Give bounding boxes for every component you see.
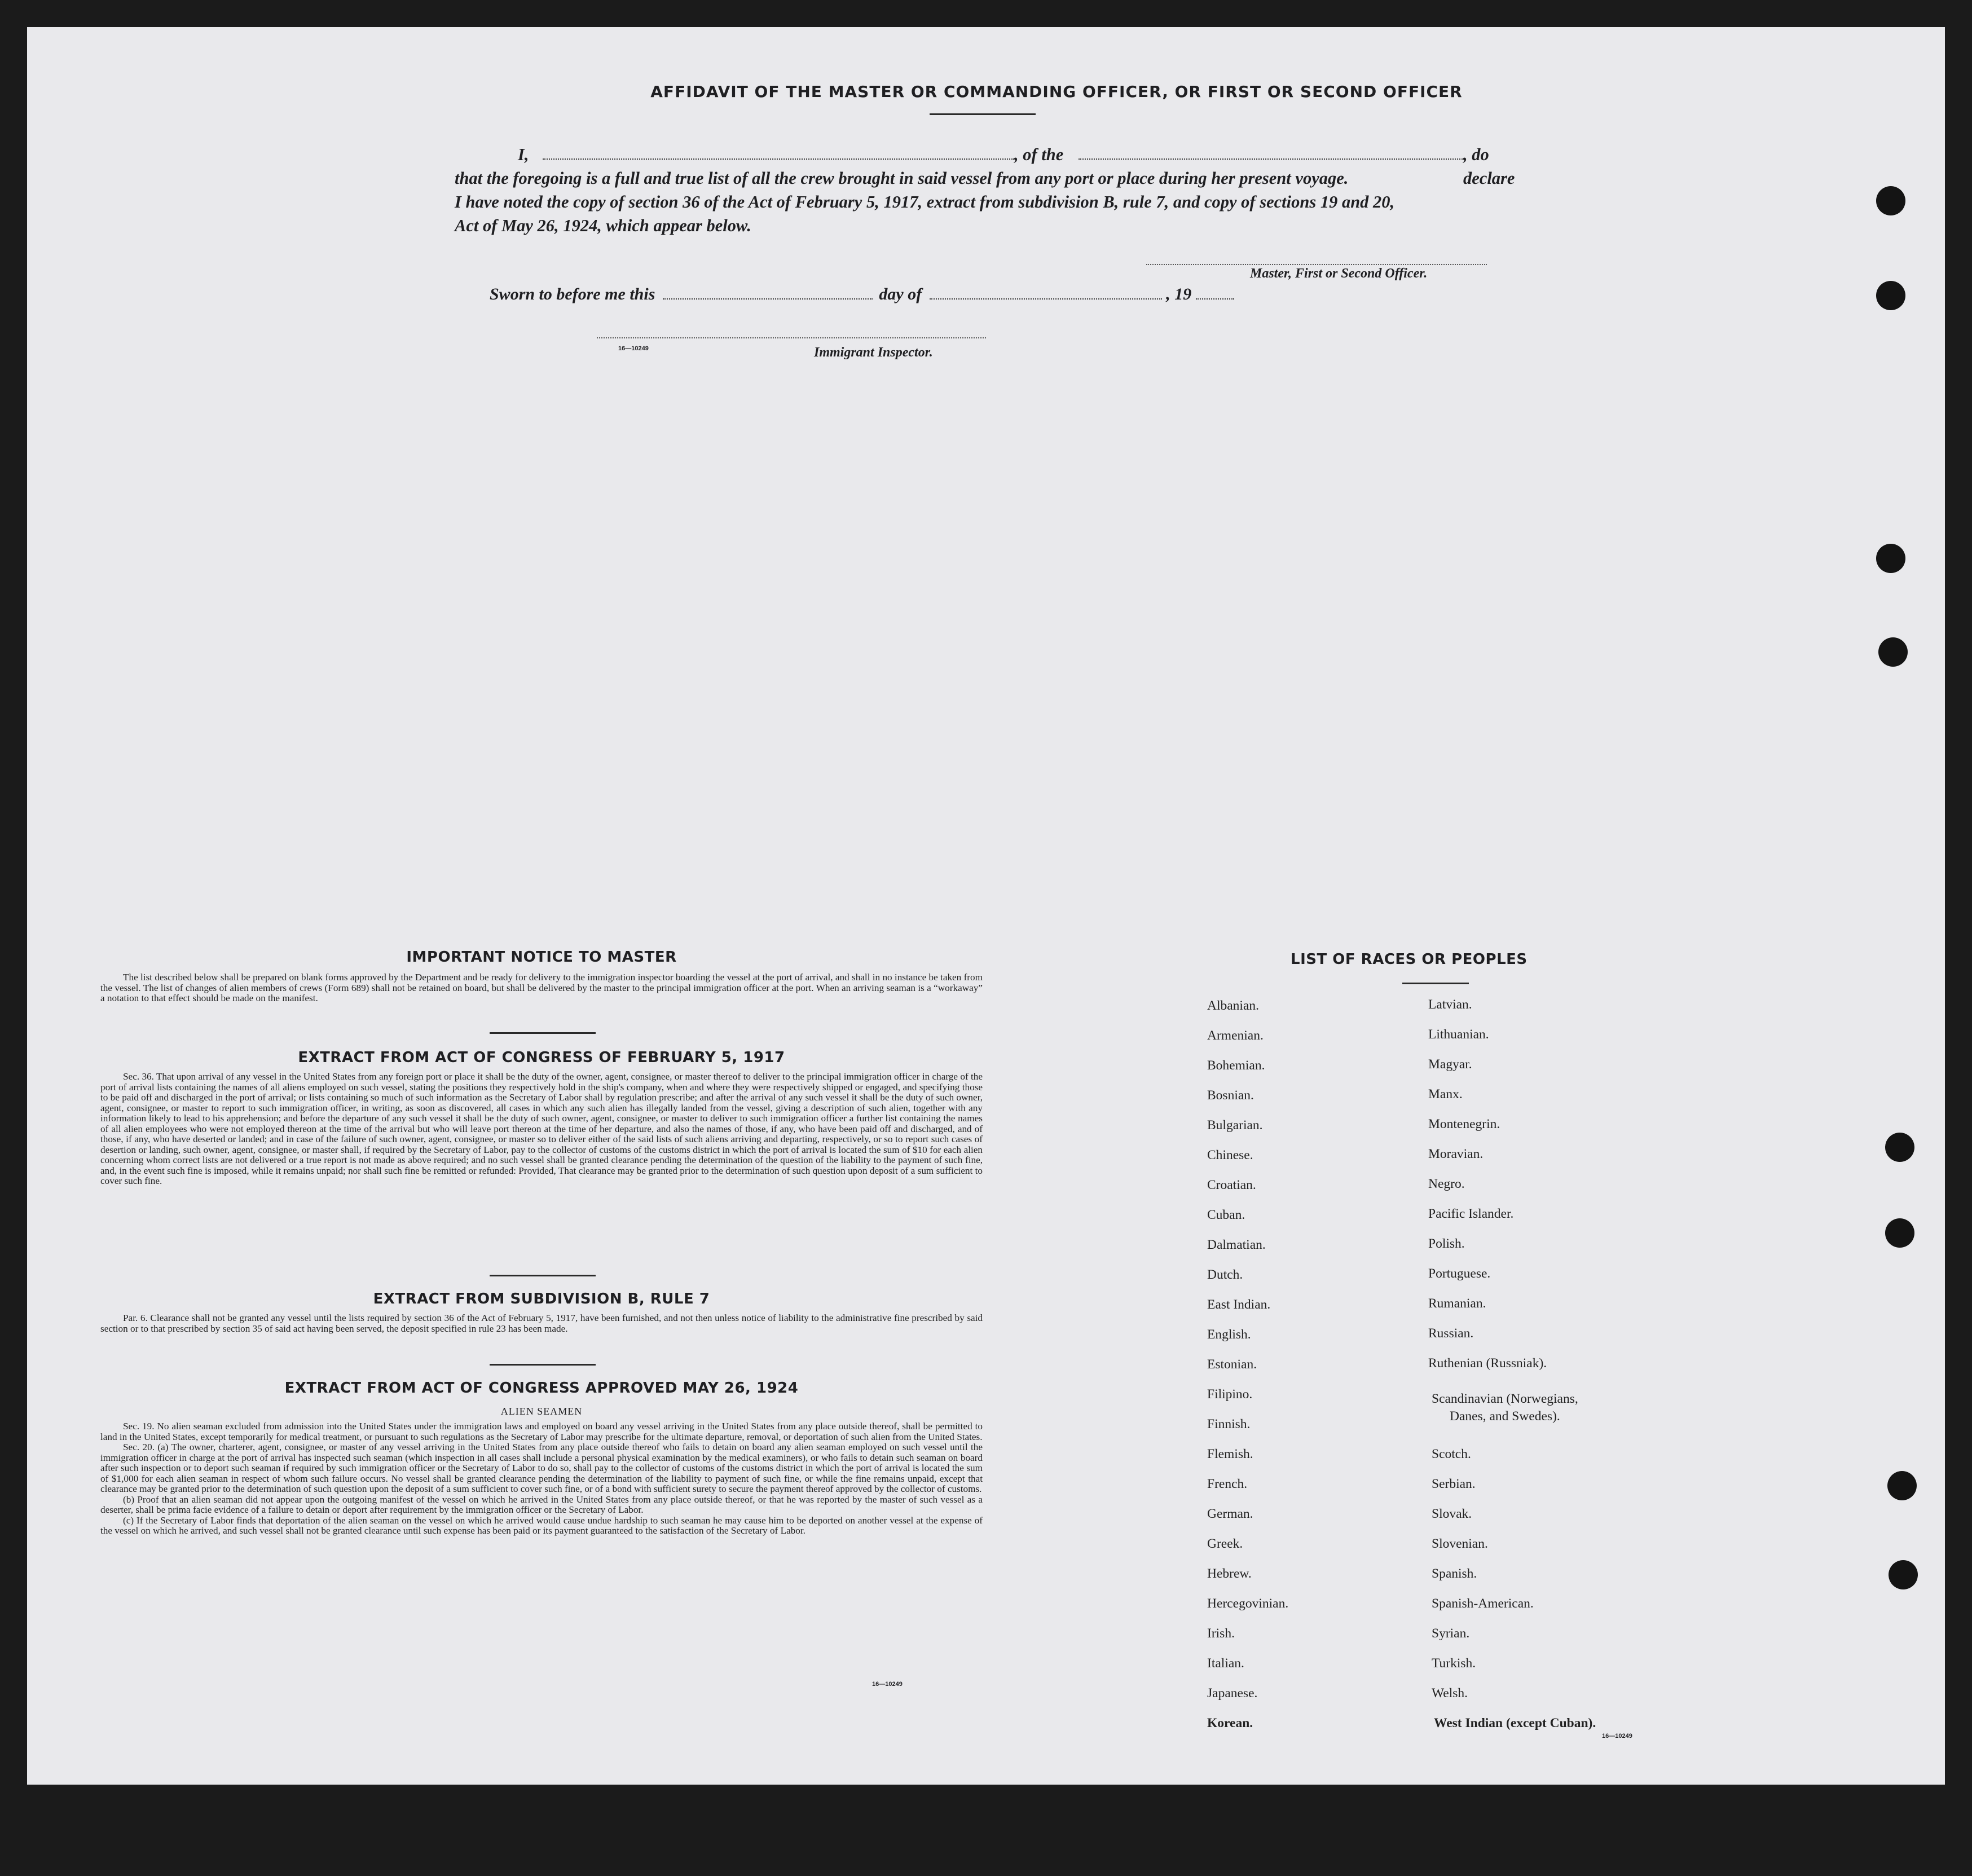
race-right-item: Moravian.: [1428, 1147, 1484, 1161]
race-right-item: Lithuanian.: [1428, 1027, 1489, 1042]
master-signature-field[interactable]: [1146, 264, 1487, 265]
race-right-item: Slovenian.: [1432, 1536, 1488, 1551]
race-right-item: Magyar.: [1428, 1057, 1472, 1072]
extract-1917-divider: [490, 1275, 596, 1276]
race-left-item: Dutch.: [1207, 1267, 1243, 1282]
race-right-item: Danes, and Swedes).: [1450, 1409, 1560, 1424]
race-left-item: Irish.: [1207, 1626, 1235, 1641]
race-right-item: Ruthenian (Russniak).: [1428, 1356, 1547, 1371]
master-signature-label: Master, First or Second Officer.: [1250, 266, 1428, 281]
punch-hole: [1889, 1560, 1918, 1589]
race-right-item: Slovak.: [1432, 1507, 1472, 1521]
form-number-left: 16—10249: [872, 1681, 903, 1688]
sworn-year-field[interactable]: [1196, 286, 1234, 300]
race-left-item: English.: [1207, 1327, 1251, 1342]
race-left-item: Estonian.: [1207, 1357, 1257, 1372]
race-left-item: Italian.: [1207, 1656, 1244, 1671]
inspector-signature-field[interactable]: [597, 337, 986, 338]
race-left-item: Japanese.: [1207, 1686, 1258, 1701]
race-left-item: Korean.: [1207, 1716, 1253, 1730]
race-left-item: Cuban.: [1207, 1208, 1245, 1222]
race-right-item: Pacific Islander.: [1428, 1206, 1514, 1221]
rule-7-title: EXTRACT FROM SUBDIVISION B, RULE 7: [373, 1291, 710, 1307]
affidavit-line-3: I have noted the copy of section 36 of the Act of February 5, 1917, extract from subdivision B, rule 7, and copy of sections 19 and 20,: [455, 192, 1395, 212]
race-left-item: East Indian.: [1207, 1297, 1271, 1312]
affidavit-title: AFFIDAVIT OF THE MASTER OR COMMANDING OFFICER, OR FIRST OR SECOND OFFICER: [650, 82, 1463, 101]
punch-hole: [1885, 1218, 1914, 1248]
race-right-item: Latvian.: [1428, 997, 1472, 1012]
race-right-item: Scandinavian (Norwegians,: [1432, 1391, 1578, 1406]
inspector-signature-label: Immigrant Inspector.: [814, 345, 933, 360]
race-left-item: Chinese.: [1207, 1148, 1253, 1162]
alien-seamen-subtitle: ALIEN SEAMEN: [500, 1406, 583, 1417]
section-36-paragraph: Sec. 36. That upon arrival of any vessel in the United States from any foreign port or place it shall be the duty of the owner, agent, consignee, or master thereof to deliver to the principal immigration officer in charge of the port of arrival lists containing the names of all aliens employed on such vessel, stating the positions they respectively hold in the ship's company, when and where they were respectively shipped or engaged, and specifying those to be paid off and discharged in the port of arrival; or lists containing so much of such information as the Secretary of Labor shall by regulation prescribe; and after the arrival of any such vessel it shall be the duty of such owner, agent, consignee, or master to report to such immigration officer, in writing, as soon as discovered, all cases in which any such alien has illegally landed from the vessel, giving a description of such alien, together with any information likely to lead to his apprehension; and before the departure of any such vessel it shall be the duty of such owner, agent, consignee, or master to deliver to such immigration officer a further list containing the names of all alien employees who were not employed thereon at the time of the arrival but who will leave port thereon at the time of her departure, and also the names of those, if any, who have been paid off and discharged, and of those, if any, who have deserted or landed; and in case of the failure of such owner, agent, consignee, or master so to deliver either of the said lists of such aliens arriving and departing, respectively, or so to report such cases of desertion or landing, such owner, agent, consignee, or master shall, if required by the Secretary of Labor, pay to the collector of customs of the customs district in which the port of arrival is located the sum of $10 for each alien concerning whom correct lists are not delivered or a true report is not made as above required; and no such vessel shall be granted clearance pending the determination of the question of the liability to the payment of such fine, and, in the event such fine is imposed, while it remains unpaid; nor shall such fine be remitted or refunded: Provided, That clearance may be granted prior to the determination of such question upon deposit of a sum sufficient to cover such fine.: [100, 1071, 983, 1186]
race-right-item: Montenegrin.: [1428, 1117, 1500, 1131]
race-right-item: Manx.: [1428, 1087, 1463, 1102]
rule-7-paragraph: Par. 6. Clearance shall not be granted any vessel until the lists required by section 36 of the Act of February 5, 1917, have been furnished, and not then unless notice of liability to the administrative fine prescribed by said section or to that prescribed by section 35 of said act having been served, the deposit specified in rule 23 has been made.: [100, 1313, 983, 1334]
affidavit-do-declare: , do declare: [1463, 145, 1515, 188]
notice-title: IMPORTANT NOTICE TO MASTER: [406, 949, 677, 966]
section-20a-paragraph: Sec. 20. (a) The owner, charterer, agent, consignee, or master of any vessel arriving in the United States from any place outside thereof who fails to detain on board any alien seaman employed on such vessel until the immigration officer in charge at the port of arrival has inspected such seaman (which inspection in all cases shall include a personal physical examination by the medical examiners), or who fails to detain such seaman on board after such inspection or to deport such seaman if required by such immigration officer or the Secretary of Labor to do so, shall pay to the collector of customs of the customs district in which the port of arrival is located the sum of $1,000 for each alien seaman in respect of whom such failure occurs. No vessel shall be granted clearance pending the determination of the liability to payment of such fine, or while the fine remains unpaid, except that clearance may be granted prior to the determination of such question upon the deposit of a sum sufficient to cover such fine, or of a bond with sufficient surety to secure the payment thereof approved by the collector of customs.: [100, 1442, 983, 1494]
form-page: [27, 27, 1945, 1785]
race-left-item: Albanian.: [1207, 998, 1260, 1013]
race-right-item: Spanish-American.: [1432, 1596, 1534, 1611]
race-right-item: Negro.: [1428, 1177, 1465, 1191]
race-right-item: Russian.: [1428, 1326, 1474, 1341]
form-number-top: 16—10249: [618, 345, 649, 352]
sworn-date-field[interactable]: [663, 286, 873, 300]
race-right-item: Turkish.: [1432, 1656, 1476, 1671]
race-right-item: Polish.: [1428, 1236, 1465, 1251]
sworn-label: Sworn to before me this: [490, 285, 655, 303]
race-left-item: Armenian.: [1207, 1028, 1264, 1043]
race-right-item: Scotch.: [1432, 1447, 1471, 1461]
race-left-item: Filipino.: [1207, 1387, 1253, 1402]
punch-hole: [1876, 544, 1905, 573]
extract-1924-title: EXTRACT FROM ACT OF CONGRESS APPROVED MAY 26, 1924: [284, 1380, 799, 1397]
rule-7-text: [100, 1313, 983, 1334]
extract-1917-text: [100, 1072, 983, 1187]
punch-hole: [1887, 1471, 1917, 1500]
rule-7-divider: [490, 1364, 596, 1366]
race-right-item: West Indian (except Cuban).: [1434, 1716, 1596, 1730]
race-right-item: Syrian.: [1432, 1626, 1470, 1641]
race-left-item: Bohemian.: [1207, 1058, 1265, 1073]
section-19-paragraph: Sec. 19. No alien seaman excluded from admission into the United States under the immigration laws and employed on board any vessel arriving in the United States from any place outside thereof, shall be permitted to land in the United States, except temporarily for medical treatment, or pursuant to such regulations as the Secretary of Labor may prescribe for the ultimate departure, removal, or deportation of such alien from the United States.: [100, 1421, 983, 1442]
race-left-item: Hebrew.: [1207, 1566, 1252, 1581]
race-left-item: German.: [1207, 1507, 1253, 1521]
extract-1917-title: EXTRACT FROM ACT OF CONGRESS OF FEBRUARY 5, 1917: [298, 1049, 785, 1066]
sworn-month-field[interactable]: [930, 286, 1162, 300]
race-right-item: Serbian.: [1432, 1477, 1476, 1491]
master-name-field[interactable]: [543, 146, 1014, 160]
extract-1924-text: [100, 1421, 983, 1536]
race-left-item: Dalmatian.: [1207, 1238, 1266, 1252]
race-right-item: Portuguese.: [1428, 1266, 1491, 1281]
form-number-right: 16—10249: [1602, 1733, 1632, 1740]
race-left-item: Hercegovinian.: [1207, 1596, 1289, 1611]
race-right-item: Spanish.: [1432, 1566, 1477, 1581]
race-right-item: Rumanian.: [1428, 1296, 1486, 1311]
punch-hole: [1876, 186, 1905, 215]
section-20b-paragraph: (b) Proof that an alien seaman did not appear upon the outgoing manifest of the vessel on which he arrived in the United States from any place outside thereof, or that he was reported by the master of such vessel as a deserter, shall be prima facie evidence of a failure to detain or deport after requirement by the immigration officer or the Secretary of Labor.: [100, 1494, 983, 1515]
race-left-item: Finnish.: [1207, 1417, 1251, 1432]
affidavit-divider: [930, 113, 1036, 115]
race-right-item: Welsh.: [1432, 1686, 1468, 1701]
affidavit-i: I,: [518, 145, 529, 164]
section-20c-paragraph: (c) If the Secretary of Labor finds that deportation of the alien seaman on the vessel on which he arrived would cause undue hardship to such seaman he may cause him to be deported on another vessel at the expense of the vessel on which he arrived, and such vessel shall not be granted clearance until such expense has been paid or its payment guaranteed to the satisfaction of the Secretary of Labor.: [100, 1514, 983, 1536]
race-left-item: Bosnian.: [1207, 1088, 1254, 1103]
race-left-item: Croatian.: [1207, 1178, 1256, 1192]
affidavit-statement: [455, 143, 1543, 237]
races-title: LIST OF RACES OR PEOPLES: [1291, 951, 1528, 968]
races-divider: [1402, 983, 1469, 984]
affidavit-line-4: Act of May 26, 1924, which appear below.: [455, 216, 751, 235]
notice-text: [100, 972, 983, 1004]
notice-divider: [490, 1032, 596, 1034]
race-left-item: Greek.: [1207, 1536, 1243, 1551]
affidavit-of-the: , of the: [1014, 145, 1064, 164]
race-left-item: Flemish.: [1207, 1447, 1253, 1461]
notice-paragraph: The list described below shall be prepared on blank forms approved by the Department and be ready for delivery to the immigration inspector boarding the vessel at the port of arrival, and shall in no instance be taken from the vessel. The list of changes of alien members of crews (Form 689) shall not be retained on board, but shall be delivered by the master to the principal immigration officer at the port. When an arriving seaman is a “workaway” a notation to that effect should be made on the manifest.: [100, 972, 983, 1003]
affidavit-line-2: that the foregoing is a full and true list of all the crew brought in said vessel from any port or place during her present voyage.: [455, 169, 1349, 188]
sworn-day-of-label: day of: [879, 285, 922, 303]
sworn-year-label: , 19: [1166, 285, 1192, 303]
vessel-name-field[interactable]: [1079, 146, 1464, 160]
punch-hole: [1878, 637, 1908, 667]
punch-hole: [1885, 1133, 1914, 1162]
punch-hole: [1876, 281, 1905, 310]
race-left-item: French.: [1207, 1477, 1248, 1491]
sworn-line: [490, 285, 1234, 304]
race-left-item: Bulgarian.: [1207, 1118, 1263, 1133]
